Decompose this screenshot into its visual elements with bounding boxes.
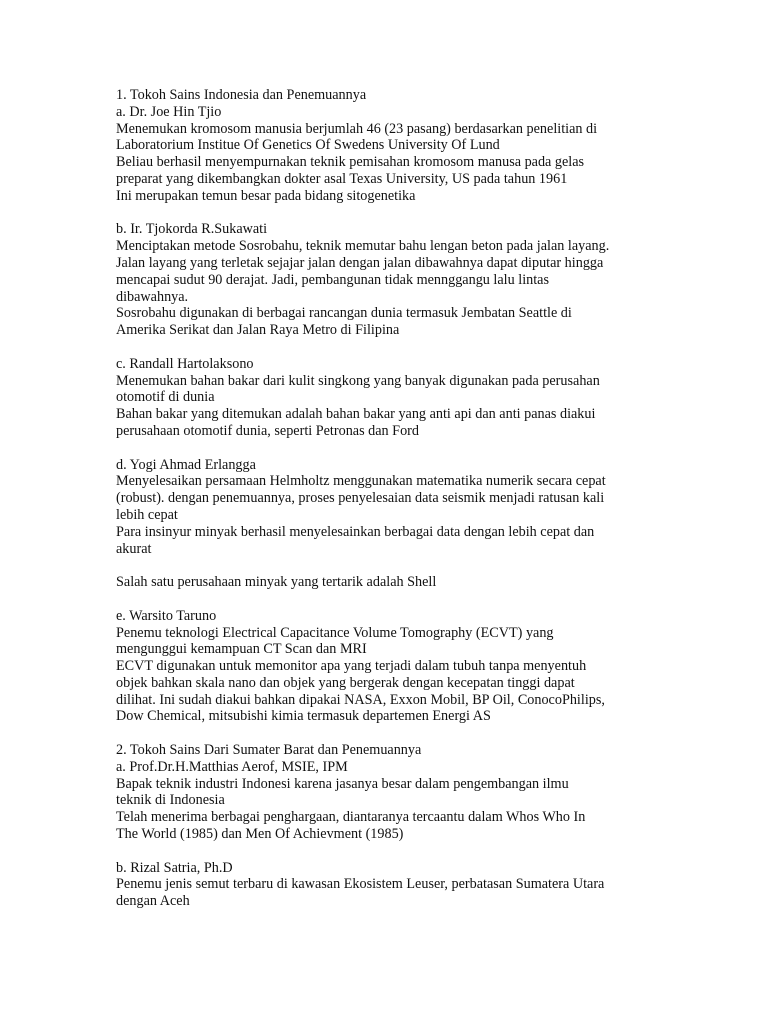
entry-line: mencapai sudut 90 derajat. Jadi, pembangunan tidak mennggangu lalu lintas — [116, 271, 549, 288]
entry-line: Telah menerima berbagai penghargaan, diantaranya tercaantu dalam Whos Who In — [116, 809, 586, 826]
entry-line: perusahaan otomotif dunia, seperti Petronas dan Ford — [116, 422, 419, 439]
entry-line: Penemu teknologi Electrical Capacitance Volume Tomography (ECVT) yang — [116, 624, 554, 641]
paragraph-gap — [116, 205, 660, 222]
entry-line: Bahan bakar yang ditemukan adalah bahan bakar yang anti api dan anti panas diakui — [116, 406, 596, 423]
document-page — [116, 87, 660, 910]
entry-line: dibawahnya. — [116, 288, 189, 305]
entry-line: lebih cepat — [116, 506, 178, 523]
entry-line: teknik di Indonesia — [116, 792, 225, 809]
entry-name: b. Rizal Satria, Ph.D — [116, 859, 233, 876]
entry-line: The World (1985) dan Men Of Achievment (1985) — [116, 826, 404, 843]
section-title: 2. Tokoh Sains Dari Sumater Barat dan Penemuannya — [116, 742, 422, 759]
entry-name: a. Prof.Dr.H.Matthias Aerof, MSIE, IPM — [116, 758, 348, 775]
entry-line: Laboratorium Institue Of Genetics Of Swedens University Of Lund — [116, 137, 500, 154]
entry-name: d. Yogi Ahmad Erlangga — [116, 456, 256, 473]
entry-name: e. Warsito Taruno — [116, 607, 217, 624]
entry-line: Ini merupakan temun besar pada bidang sitogenetika — [116, 187, 416, 204]
entry-line: Para insinyur minyak berhasil menyelesainkan berbagai data dengan lebih cepat dan — [116, 523, 595, 540]
entry-line: Menciptakan metode Sosrobahu, teknik memutar bahu lengan beton pada jalan layang. — [116, 238, 610, 255]
entry-line: Menyelesaikan persamaan Helmholtz menggunakan matematika numerik secara cepat — [116, 473, 606, 490]
entry-line: Bapak teknik industri Indonesi karena jasanya besar dalam pengembangan ilmu — [116, 775, 569, 792]
paragraph-gap — [116, 557, 660, 574]
entry-line: objek bahkan skala nano dan objek yang bergerak dengan kecepatan tinggi dapat — [116, 674, 575, 691]
entry-name: c. Randall Hartolaksono — [116, 355, 254, 372]
paragraph-gap — [116, 725, 660, 742]
entry-line: (robust). dengan penemuannya, proses penyelesaian data seismik menjadi ratusan kali — [116, 490, 605, 507]
entry-line: Amerika Serikat dan Jalan Raya Metro di Filipina — [116, 322, 400, 339]
entry-line: Sosrobahu digunakan di berbagai rancangan dunia termasuk Jembatan Seattle di — [116, 305, 572, 322]
entry-line: dengan Aceh — [116, 893, 190, 910]
entry-line: preparat yang dikembangkan dokter asal Texas University, US pada tahun 1961 — [116, 170, 568, 187]
paragraph-gap — [116, 339, 660, 356]
section-title: 1. Tokoh Sains Indonesia dan Penemuannya — [116, 87, 367, 103]
paragraph-gap — [116, 440, 660, 457]
entry-line: akurat — [116, 540, 152, 557]
entry-line: Menemukan kromosom manusia berjumlah 46 (23 pasang) berdasarkan penelitian di — [116, 120, 598, 137]
entry-line: ECVT digunakan untuk memonitor apa yang terjadi dalam tubuh tanpa menyentuh — [116, 658, 587, 675]
entry-name: b. Ir. Tjokorda R.Sukawati — [116, 221, 268, 238]
entry-line: Menemukan bahan bakar dari kulit singkong yang banyak digunakan pada perusahan — [116, 372, 600, 389]
entry-name: a. Dr. Joe Hin Tjio — [116, 103, 222, 120]
entry-line: otomotif di dunia — [116, 389, 215, 406]
entry-line: Jalan layang yang terletak sejajar jalan dengan jalan dibawahnya dapat diputar hingga — [116, 254, 604, 271]
entry-line: dilihat. Ini sudah diakui bahkan dipakai NASA, Exxon Mobil, BP Oil, ConocoPhilips, — [116, 691, 605, 708]
entry-line: mengunggui kemampuan CT Scan dan MRI — [116, 641, 367, 658]
entry-line: Dow Chemical, mitsubishi kimia termasuk departemen Energi AS — [116, 708, 491, 725]
entry-line: Beliau berhasil menyempurnakan teknik pemisahan kromosom manusa pada gelas — [116, 154, 585, 171]
paragraph-gap — [116, 843, 660, 860]
paragraph-gap — [116, 591, 660, 608]
entry-line: Penemu jenis semut terbaru di kawasan Ekosistem Leuser, perbatasan Sumatera Utara — [116, 876, 605, 893]
entry-note: Salah satu perusahaan minyak yang tertarik adalah Shell — [116, 574, 437, 591]
